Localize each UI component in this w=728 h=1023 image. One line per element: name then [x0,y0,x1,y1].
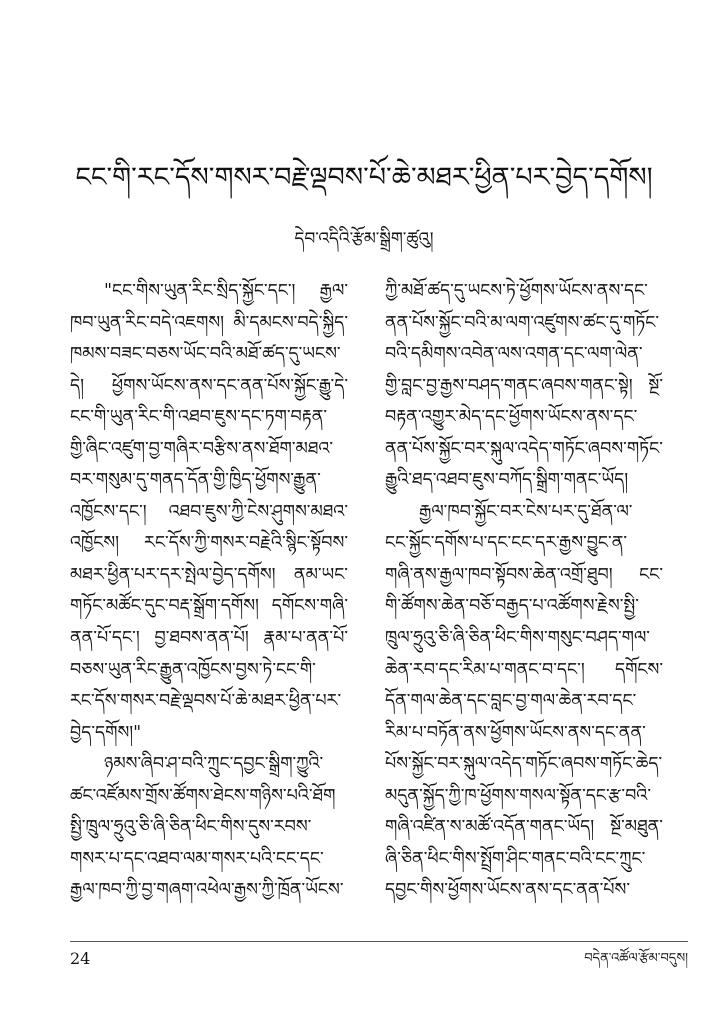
footer-rule [70,941,688,942]
text-line: གི་ཚོགས་ཆེན་བཅོ་བརྒྱད་པ་འཚོགས་རྗེས་སྤྱི་ [385,596,639,617]
text-line: ཆེན་རབ་དང་རིམ་པ་གནང་བ་དང་། དགོངས་ [385,659,663,680]
article-byline: དེབ་འདིའི་རྩོམ་སྒྲིག་ཚུའུ། [294,229,434,249]
text-line: ཁམས་བཟང་བཅས་ཡོང་བའི་མཐོ་ཚད་དུ་ཡངས་ [70,344,341,365]
text-line: རྒྱལ་ཁབ་ཀྱི་བྱ་གཞག་འཕེལ་རྒྱས་ཀྱི་ཁྲོན་ཡོངས་ [70,880,344,901]
text-line: གཞི་འཛིན་ས་མཚོ་འདོན་གནང་ཡོད། སྔོ་མཐུན་ [385,817,663,838]
text-line: མདུན་སྐྱོད་ཀྱི་ཁ་ཕྱོགས་གསལ་སྟོན་དང་རྩ་བའི་ [385,785,651,806]
text-line: པོས་སྐྱོང་བར་སྐུལ་འདེད་གཏོང་ཞབས་གཏོང་ཆེད་ [385,754,663,775]
text-line: འཁྱོངས་དང་། འཐབ་ཇུས་ཀྱི་ངེས་ཤུགས་མཐའ་ [70,501,348,522]
text-line: བར་གསུམ་དུ་གནད་དོན་གྱི་ཁྱིད་ཕྱོགས་རྒྱུན་ [70,470,321,491]
text-line: བརྟན་འགྱུར་མེད་དང་ཕྱོགས་ཡོངས་ནས་དང་ [385,407,638,428]
page-number: 24 [70,949,91,968]
text-line: "ངང་གིས་ཡུན་རིང་སྲིད་སྐྱོང་དང་། རྒྱལ་ [104,281,348,301]
text-line: དབྱང་གིས་ཕྱོགས་ཡོངས་ནས་དང་ནན་པོས་ [385,880,631,901]
text-line: ཁབ་ཡུན་རིང་བདེ་འཇགས། མི་དམངས་བདེ་སྐྱིད་ [70,312,348,333]
left-text-column [70,276,348,907]
text-line: དོན་གལ་ཆེན་དང་བླང་བྱ་གལ་ཆེན་རབ་དང་ [385,691,637,712]
text-line: སྤྱི་ཁྲུལ་ཧྲུའུ་ཅི་ཞི་ཅིན་ཕིང་གིས་དུས་རབས་ [70,817,312,838]
text-line: བྱེད་དགོས།" [70,722,142,743]
text-line: ངང་གི་ཡུན་རིང་གི་འཐབ་ཇུས་དང་ཏག་བརྟན་ [70,407,328,428]
right-text-column [385,276,663,907]
text-line: བཅས་ཡུན་རིང་རྒྱུན་འཁྱོངས་བྱས་ཏེ་ངང་གི་ [70,659,316,680]
text-line: གཏོང་མཚོང་དུང་བརྡ་སྒྲོག་དགོས། དགོངས་གཞི་ [70,596,348,617]
text-line: རྒྱུའི་ཐད་འཐབ་ཇུས་བཀོད་སྒྲིག་གནང་ཡོད། [385,470,629,491]
text-line: རིམ་པ་བཏོན་ནས་ཕྱོགས་ཡོངས་ནས་དང་ནན་ [385,722,646,743]
text-line: གཞི་ནས་རྒྱལ་ཁབ་སྟོབས་ཆེན་འགྲོ་ཐུབ། ངང་ [385,564,663,585]
text-line: དེ། ཕྱོགས་ཡོངས་ནས་དང་ནན་པོས་སྐྱོང་རྒྱུ་དེ་ [70,375,348,396]
text-line: ཞི་ཅིན་ཕིང་གིས་སྤྲོག་ཤིང་གནང་བའི་ངང་ཀྲུང་ [385,848,646,869]
article-title: ངང་གི་རང་དོས་གསར་བརྗེ་ལྡབས་པོ་ཆེ་མཐར་ཕྱིན་པར་བྱེད་དགོས། [75,162,653,193]
text-line: ཚང་འཛོམས་གྲོས་ཚོགས་ཐེངས་གཉིས་པའི་ཐོག [70,785,336,806]
text-line: གསར་པ་དང་འཐབ་ལམ་གསར་པའི་ངང་དང་ [70,848,324,869]
text-line: ཉམས་ཞིབ་ཤ་བའི་ཀྲུང་དབྱང་སྒྲིག་ཀྱུའི་ [104,754,324,775]
text-line: ནན་པོས་སྐྱོང་བའི་མ་ལག་འཛུགས་ཚང་དུ་གཏོང་ [385,312,660,333]
text-line: གྱི་བླང་བྱ་རྒྱས་བཤད་གནང་ཞབས་གནང་སྟེ། སྔོ་ [385,375,663,396]
text-line: ནན་པོ་དང་། བྱ་ཐབས་ནན་པོ། རྣམ་པ་ནན་པོ་ [70,628,348,649]
text-line: མཐར་ཕྱིན་པར་དར་སྤེལ་བྱེད་དགོས། ནམ་ཡང་ [70,564,348,585]
running-footer-title: བདེན་འཚོལ་རྩོམ་བདུས། [584,951,688,966]
text-line: གྱི་ཞིང་འཛུག་བྱ་གཞིར་བརྩིས་ནས་ཐོག་མཐའ་ [70,438,334,459]
text-line: ཀྱི་མཐོ་ཚད་དུ་ཡངས་ཏེ་ཕྱོགས་ཡོངས་ནས་དང་ [385,281,648,301]
text-line: ངང་སྐྱོང་དགོས་པ་དང་ངང་དར་རྒྱས་བྱུང་ན་ [385,533,628,554]
text-line: ཁྲུལ་ཧྲུའུ་ཅི་ཞི་ཅིན་ཕིང་གིས་གསུང་བཤད་གལ་ [385,628,650,649]
text-line: ནན་པོས་སྐྱོང་བར་སྐུལ་འདེད་གཏོང་ཞབས་གཏོང་ [385,438,663,459]
text-line: རྒྱལ་ཁབ་སྐྱོང་བར་ངེས་པར་དུ་ཐོན་ལ་ [419,501,633,522]
text-line: བའི་དམིགས་འབེན་ལས་འགན་དང་ལག་ལེན་ [385,344,643,365]
text-line: རང་དོས་གསར་བརྗེ་ལྡབས་པོ་ཆེ་མཐར་ཕྱིན་པར་ [70,691,342,712]
text-line: འཁྱོངས། རང་དོས་ཀྱི་གསར་བརྗེའི་སྙིང་སྟོབས་ [70,533,348,554]
